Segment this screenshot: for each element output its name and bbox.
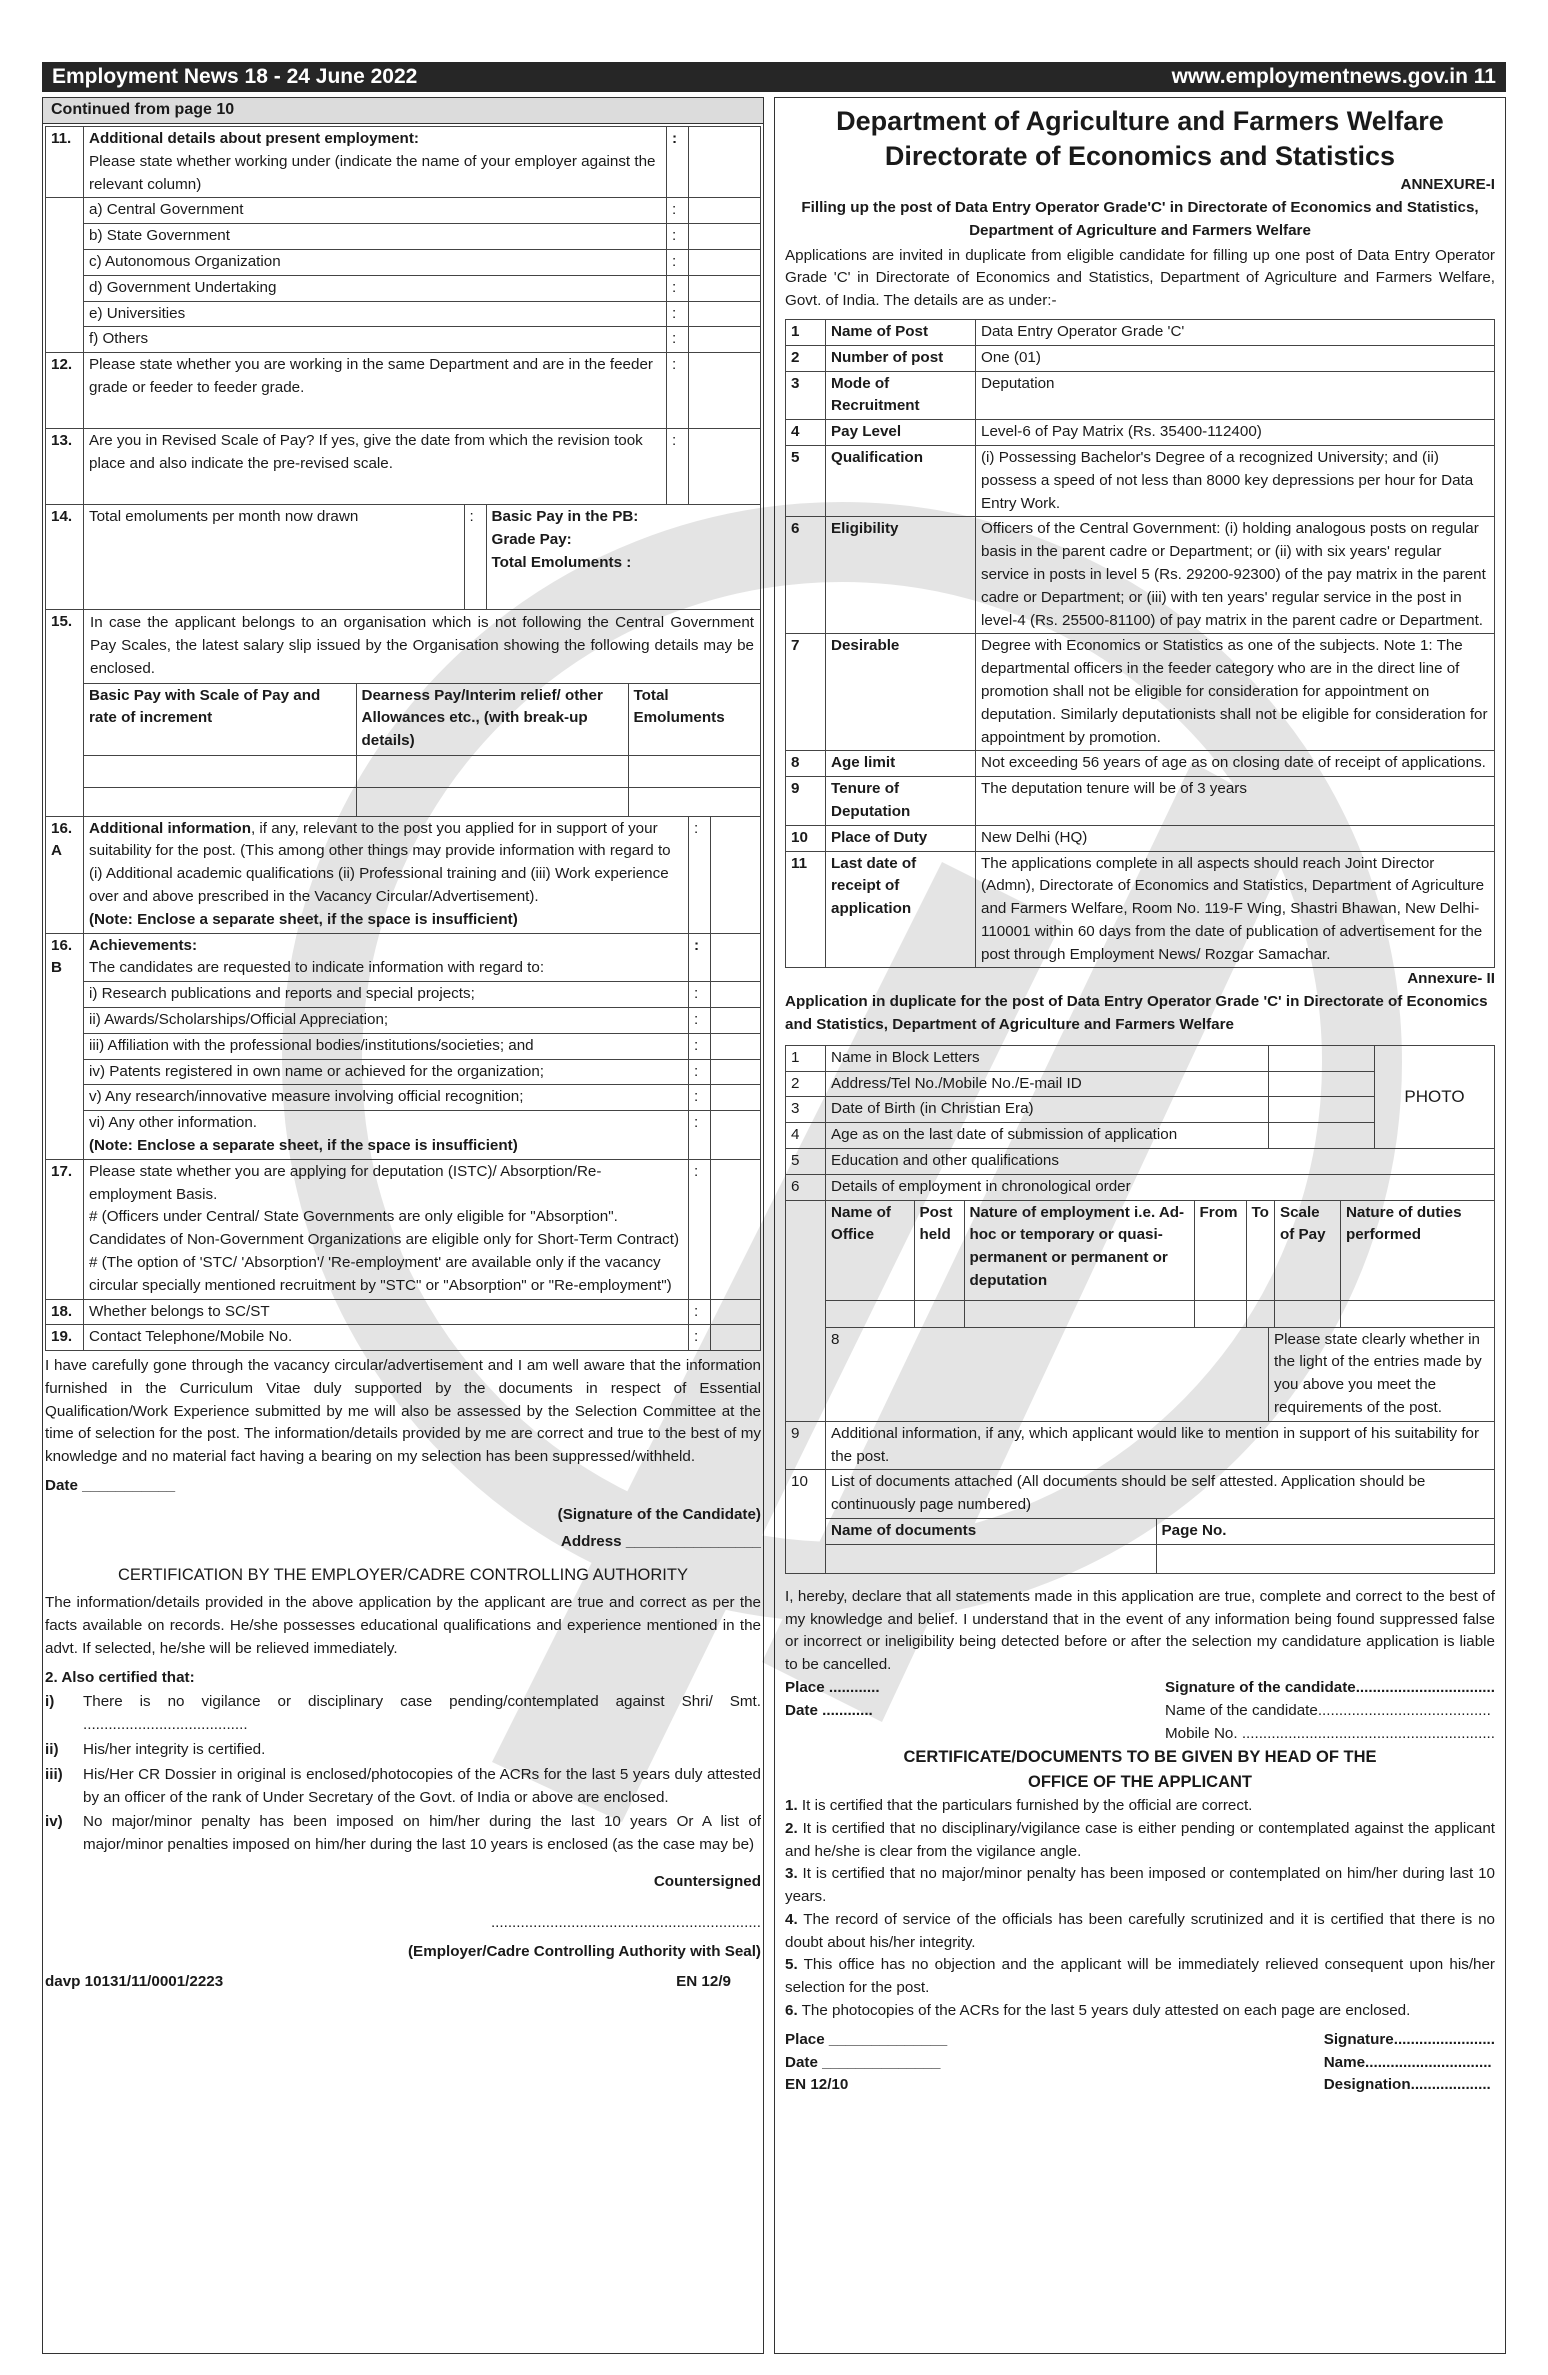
cert-text: His/Her CR Dossier in original is enclosed/photocopies of the ACRs for the last 5 years duly attested by an officer of the rank of Under Secretary of the Govt. of India or above are enclosed. bbox=[83, 1765, 761, 1806]
post-row-key: Name of Post bbox=[826, 319, 976, 345]
q16b-answer[interactable] bbox=[711, 933, 761, 982]
employment-table bbox=[826, 1201, 1494, 1327]
head-cert-item bbox=[785, 1954, 1495, 2000]
emp-head: Nature of duties performed bbox=[1340, 1201, 1494, 1301]
q15-num: 15. bbox=[46, 610, 84, 816]
post-row-value: New Delhi (HQ) bbox=[976, 825, 1495, 851]
app-row-10: List of documents attached (All documents should be self attested. Application should be continuously page numbered) bbox=[826, 1470, 1495, 1519]
app-row-answer[interactable] bbox=[1269, 1123, 1375, 1149]
candidate-date[interactable]: Date ___________ bbox=[45, 1477, 176, 1495]
head-cert-item bbox=[785, 2000, 1495, 2023]
app-row-label: Details of employment in chronological order bbox=[826, 1174, 1495, 1200]
doc-cell[interactable] bbox=[1156, 1545, 1494, 1573]
q11-title: Additional details about present employment: bbox=[89, 130, 419, 147]
q16b-item-answer[interactable] bbox=[711, 1033, 761, 1059]
q14-text: Total emoluments per month now drawn bbox=[89, 508, 359, 526]
app-row-label: Name in Block Letters bbox=[826, 1045, 1269, 1071]
post-row-value: Deputation bbox=[976, 371, 1495, 420]
cert-num: i) bbox=[45, 1693, 55, 1711]
cert-text: This office has no objection and the applicant will be immediately relieved consequent upon his/her selection for the post. bbox=[785, 1956, 1495, 1997]
candidate-address[interactable]: Address ________________ bbox=[560, 1532, 761, 1550]
footer-place[interactable]: Place ______________ bbox=[785, 2030, 948, 2048]
app-row-answer[interactable] bbox=[1269, 1071, 1375, 1097]
app-row-label: Address/Tel No./Mobile No./E-mail ID bbox=[826, 1071, 1269, 1097]
q16a-text: , if any, relevant to the post you applied for in support of your suitability for the post. (This among other things may provide information with regard to (i) Additional academic qualifications (ii) Professional training and (iii) Work experience over and above prescribed in the Vacancy Circular/Advertisement). bbox=[89, 819, 671, 905]
post-row bbox=[786, 319, 1495, 345]
post-row-num: 6 bbox=[786, 517, 826, 634]
q11-answer[interactable] bbox=[689, 127, 761, 198]
q16b-item: iii) Affiliation with the professional bodies/institutions/societies; and bbox=[84, 1033, 689, 1059]
cert-text: The photocopies of the ACRs for the last 5 years duly attested on each page are enclosed. bbox=[801, 2002, 1411, 2020]
decl-place[interactable]: Place ............ bbox=[785, 1679, 880, 1697]
cert-text: It is certified that no disciplinary/vigilance case is either pending or contemplated against the applicant and he/she is clear from the vigilance angle. bbox=[785, 1819, 1495, 1860]
notice-intro: Applications are invited in duplicate from eligible candidate for filling up one post of Data Entry Operator Grade 'C' in Directorate of Economics and Statistics, Department of Agriculture and Farmers Welfare, Govt. of India. The details are as under:- bbox=[785, 246, 1495, 310]
q19-text: Contact Telephone/Mobile No. bbox=[84, 1325, 689, 1351]
cert-text: It is certified that no major/minor penalty has been imposed or contemplated on him/her during last 10 years. bbox=[785, 1865, 1495, 1906]
photo-label: PHOTO bbox=[1404, 1087, 1465, 1107]
q11-text: Please state whether working under (indicate the name of your employer against the relevant column) bbox=[89, 152, 656, 193]
cert-num: iv) bbox=[45, 1813, 63, 1831]
post-row-num: 11 bbox=[786, 851, 826, 968]
q16a-lead: Additional information bbox=[89, 819, 251, 837]
q16b-item: iv) Patents registered in own name or achieved for the organization; bbox=[84, 1059, 689, 1085]
cert-text: His/her integrity is certified. bbox=[83, 1741, 266, 1758]
emp-head: Nature of employment i.e. Ad-hoc or temporary or quasi-permanent or permanent or deputation bbox=[964, 1201, 1194, 1301]
app-row-label: Date of Birth (in Christian Era) bbox=[826, 1097, 1269, 1123]
employer-cert-item bbox=[45, 1691, 761, 1737]
post-details-table bbox=[785, 319, 1495, 969]
q11-option-answer[interactable] bbox=[689, 275, 761, 301]
q15-cell[interactable] bbox=[356, 756, 628, 788]
newspaper-page bbox=[42, 62, 1506, 2354]
q15-salary-table bbox=[84, 684, 760, 816]
cert-num: iii) bbox=[45, 1765, 63, 1783]
employer-cert-list bbox=[45, 1691, 761, 1857]
cert-text: It is certified that the particulars furnished by the official are correct. bbox=[801, 1796, 1253, 1814]
emp-head: To bbox=[1246, 1201, 1274, 1301]
post-row bbox=[786, 371, 1495, 420]
candidate-declaration: I have carefully gone through the vacancy circular/advertisement and I am well aware that the information furnished in the Curriculum Vitae duly supported by the documents in respect of Essential Qualification/Work Experience submitted by me will also be assessed by the Selection Committee at the time of selection for the post. The information/details provided by me are correct and true to the best of my knowledge and no material fact having a bearing on my selection has been suppressed/withheld. bbox=[45, 1357, 761, 1466]
department-title: Department of Agriculture and Farmers Welfare bbox=[836, 106, 1444, 136]
app-row-8: Please state clearly whether in the light of the entries made by you above you meet the requirements of the post. bbox=[1269, 1327, 1495, 1421]
head-cert-title-2: OFFICE OF THE APPLICANT bbox=[1028, 1773, 1252, 1792]
countersign-line[interactable]: ................................................................ bbox=[490, 1913, 761, 1931]
cert-num: ii) bbox=[45, 1741, 59, 1758]
emp-head: Name of Office bbox=[826, 1201, 914, 1301]
q16b-num: 16. B bbox=[46, 933, 84, 1159]
footer-name[interactable]: Name.............................. bbox=[1323, 2053, 1492, 2071]
post-row-num: 9 bbox=[786, 777, 826, 826]
q15-cell[interactable] bbox=[356, 788, 628, 816]
q15-cell[interactable] bbox=[628, 756, 760, 788]
q12-answer[interactable] bbox=[689, 353, 761, 429]
q16b-item-answer[interactable] bbox=[711, 1059, 761, 1085]
post-row bbox=[786, 445, 1495, 516]
post-row-value: Degree with Economics or Statistics as one of the subjects. Note 1: The departmental officers in the feeder category who are in the direct line of promotion shall not be eligible for consideration for appointment on deputation. Similarly deputationists shall not be eligible for consideration for appointment by promotion. bbox=[976, 634, 1495, 751]
q12-num: 12. bbox=[46, 353, 84, 429]
q15-header-basic: Basic Pay with Scale of Pay and rate of increment bbox=[84, 684, 356, 756]
head-cert-item bbox=[785, 1795, 1495, 1818]
header-website: www.employmentnews.gov.in 11 bbox=[1171, 65, 1496, 88]
q11-option-answer[interactable] bbox=[689, 224, 761, 250]
q16a-num: 16. A bbox=[46, 816, 84, 933]
q11-option-answer[interactable] bbox=[689, 249, 761, 275]
footer-date[interactable]: Date ______________ bbox=[785, 2053, 941, 2071]
emp-cell[interactable] bbox=[826, 1301, 914, 1327]
countersigned-label: Countersigned bbox=[653, 1872, 761, 1890]
employer-cert-title: CERTIFICATION BY THE EMPLOYER/CADRE CONTROLLING AUTHORITY bbox=[118, 1566, 688, 1585]
q13-num: 13. bbox=[46, 429, 84, 505]
en-code-right: EN 12/10 bbox=[785, 2076, 849, 2094]
post-row-value: Data Entry Operator Grade 'C' bbox=[976, 319, 1495, 345]
post-row-key: Place of Duty bbox=[826, 825, 976, 851]
employer-cert-item bbox=[45, 1764, 761, 1810]
employer-seal-label: (Employer/Cadre Controlling Authority with Seal) bbox=[408, 1942, 761, 1960]
directorate-title: Directorate of Economics and Statistics bbox=[884, 141, 1396, 172]
post-row bbox=[786, 517, 1495, 634]
q16b-title: Achievements: bbox=[89, 936, 198, 954]
emp-cell[interactable] bbox=[914, 1301, 964, 1327]
post-row bbox=[786, 825, 1495, 851]
decl-mobile[interactable]: Mobile No. ............................................................ bbox=[1165, 1724, 1495, 1742]
q11-option: e) Universities bbox=[84, 301, 667, 327]
footer-signature[interactable]: Signature........................ bbox=[1323, 2030, 1495, 2048]
cert-num: 5. bbox=[785, 1956, 798, 1974]
app-row-9: Additional information, if any, which applicant would like to mention in support of his suitability for the post. bbox=[826, 1421, 1495, 1470]
q15-cell[interactable] bbox=[628, 788, 760, 816]
photo-box bbox=[1375, 1045, 1495, 1148]
q16b-item: v) Any research/innovative measure involving official recognition; bbox=[84, 1085, 689, 1111]
q13-text: Are you in Revised Scale of Pay? If yes, give the date from which the revision took place and also indicate the pre-revised scale. bbox=[84, 429, 667, 505]
head-cert-item bbox=[785, 1909, 1495, 1955]
post-row-value: Officers of the Central Government: (i) holding analogous posts on regular basis in the parent cadre or Department; or (ii) with six years' regular service in posts in level 5 (Rs. 29200-92300) of the pay matrix in the parent cadre or Department; or (iii) with ten years' regular service in the post in level-4 (Rs. 25500-81100) of pay matrix in the parent cadre or Department. bbox=[976, 517, 1495, 634]
app-row-label: Education and other qualifications bbox=[826, 1149, 1495, 1175]
cert-num: 1. bbox=[785, 1796, 798, 1814]
q14-total-emoluments: Total Emoluments : bbox=[491, 553, 632, 571]
post-row-key: Number of post bbox=[826, 345, 976, 371]
post-row-num: 7 bbox=[786, 634, 826, 751]
post-row-num: 10 bbox=[786, 825, 826, 851]
emp-cell[interactable] bbox=[1340, 1301, 1494, 1327]
q11-option: b) State Government bbox=[84, 224, 667, 250]
post-row-key: Qualification bbox=[826, 445, 976, 516]
q17-text: Please state whether you are applying for deputation (ISTC)/ Absorption/Re-employment Basis. bbox=[89, 1162, 602, 1203]
emp-head: Scale of Pay bbox=[1274, 1201, 1340, 1301]
post-row-num: 4 bbox=[786, 420, 826, 446]
post-row-value: One (01) bbox=[976, 345, 1495, 371]
documents-table bbox=[826, 1519, 1494, 1544]
q16b-text: The candidates are requested to indicate information with regard to: bbox=[89, 959, 545, 977]
post-row-value: (i) Possessing Bachelor's Degree of a recognized University; and (ii) possess a speed of not less than 8000 key depressions per hour for Data Entry Work. bbox=[976, 445, 1495, 516]
cert-num: 3. bbox=[785, 1865, 798, 1883]
q11-option: a) Central Government bbox=[84, 198, 667, 224]
employer-cert-item bbox=[45, 1811, 761, 1857]
q12-text: Please state whether you are working in the same Department and are in the feeder grade or feeder to feeder grade. bbox=[84, 353, 667, 429]
post-row-key: Mode of Recruitment bbox=[826, 371, 976, 420]
cert-text: There is no vigilance or disciplinary case pending/contemplated against Shri/ Smt. ....................................... bbox=[83, 1693, 761, 1734]
doc-head-page: Page No. bbox=[1161, 1522, 1227, 1540]
q18-answer[interactable] bbox=[711, 1299, 761, 1325]
q16b-item-answer[interactable] bbox=[711, 1085, 761, 1111]
application-form-table-2: 16. A Additional information, if any, relevant to the post you applied for in support of your suitability for the post. (This among other things may provide information with regard to (i) Additional academic qualifications (ii) Professional training and (iii) Work experience over and above prescribed in the Vacancy Circular/Advertisement). (Note: Enclose a separate sheet, if the space is insufficient) : 16. B Achievements: The candidates are requested to indicate information with regard to: : i) Research publications and reports and special projects; : ii) Awards/Scholarships/Official Appreciation; : iii) Affiliation with the professional bodies/institutions/societies; and : iv) Patents registered in own name or achieved for the organization; : v) Any research/innovative measure involving official recognition; : vi) Any other information. (Note: Enclose a separate sheet, if the space is insufficient) : 17. Please state whether you are applying for deputation (ISTC)/ Absorption/Re-employment Basis. # (Officers under Central/ State Governments are only eligible for "Absorption". Candidates of Non-Government Organizations are eligible only for Short-Term Contract) # (The option of 'STC/ 'Absorption'/ 'Re-employment' are available only if the vacancy circular specially mentioned recruitment by "STC" or "Absorption" or "Re-employment") : 18. Whether belongs to SC/ST : 19. Contact Telephone/Mobile No. : bbox=[45, 816, 761, 1352]
post-row-num: 8 bbox=[786, 751, 826, 777]
post-row-value: The deputation tenure will be of 3 years bbox=[976, 777, 1495, 826]
q15-header-total: Total Emoluments bbox=[628, 684, 760, 756]
decl-signature[interactable]: Signature of the candidate................................. bbox=[1165, 1679, 1495, 1697]
app-row-label: Age as on the last date of submission of application bbox=[826, 1123, 1269, 1149]
app-row-answer[interactable] bbox=[1269, 1045, 1375, 1071]
notice-subtitle: Filling up the post of Data Entry Operator Grade'C' in Directorate of Economics and Statistics, Department of Agriculture and Farmers Welfare bbox=[801, 198, 1479, 239]
annexure-2-label: Annexure- II bbox=[1407, 970, 1495, 988]
post-row bbox=[786, 634, 1495, 751]
davp-code: davp 10131/11/0001/2223 bbox=[45, 1973, 224, 1991]
post-row-value: Level-6 of Pay Matrix (Rs. 35400-112400) bbox=[976, 420, 1495, 446]
application-form-table: 11. Additional details about present employment: Please state whether working under (indicate the name of your employer against the relevant column) : a) Central Government : b) State Government : c) Autonomous Organization : d) Government Undertaking : e) Universities : f) Others : 12. Please state whether you are working in the same Department and are in the feeder grade or feeder to feeder grade. : 13. Are you in Revised Scale of Pay? If yes, give the date from which the revision took place and also indicate the pre-revised scale. : 14. Total emoluments per month now drawn : Basic Pay in the PB: Grade Pay: Total Emoluments : 15. In case the applicant belongs to an organisation which is not following the Central Government Pay Scales, the latest salary slip issued by the Organisation showing the following details may be enclosed. Basic Pay with Scale of Pay and rate of increment Dearness Pay/Interim relief/ other Allowances etc., (with break-up details) Total Emoluments bbox=[45, 126, 761, 817]
q17-num: 17. bbox=[46, 1159, 84, 1299]
page-header bbox=[42, 62, 1506, 92]
q16b-item-answer[interactable] bbox=[711, 1007, 761, 1033]
q19-num: 19. bbox=[46, 1325, 84, 1351]
decl-name[interactable]: Name of the candidate......................................... bbox=[1165, 1701, 1491, 1719]
continued-banner: Continued from page 10 bbox=[43, 98, 763, 124]
head-cert-title-1: CERTIFICATE/DOCUMENTS TO BE GIVEN BY HEAD OF THE bbox=[903, 1748, 1377, 1767]
head-cert-item bbox=[785, 1818, 1495, 1864]
q16b-item: i) Research publications and reports and special projects; bbox=[84, 982, 689, 1008]
applicant-declaration: I, hereby, declare that all statements made in this application are true, complete and correct to the best of my knowledge and belief. I understand that in the event of any information being found suppressed false or incorrect or ineligibility being detected before or after the selection my candidature application is liable to be cancelled. bbox=[785, 1587, 1495, 1674]
q11-option: f) Others bbox=[84, 327, 667, 353]
post-row-num: 3 bbox=[786, 371, 826, 420]
q11-option: c) Autonomous Organization bbox=[84, 249, 667, 275]
q17-note-1: # (Officers under Central/ State Governments are only eligible for "Absorption". Candidates of Non-Government Organizations are eligible only for Short-Term Contract) bbox=[89, 1208, 680, 1249]
post-row-key: Tenure of Deputation bbox=[826, 777, 976, 826]
annexure-1-label: ANNEXURE-I bbox=[1400, 176, 1495, 194]
q11-option-answer[interactable] bbox=[689, 327, 761, 353]
q14-num: 14. bbox=[46, 505, 84, 610]
q18-num: 18. bbox=[46, 1299, 84, 1325]
q15-text: In case the applicant belongs to an organisation which is not following the Central Government Pay Scales, the latest salary slip issued by the Organisation showing the following details may be enclosed. bbox=[84, 610, 761, 683]
cert-num: 2. bbox=[785, 1819, 798, 1837]
cert-num: 6. bbox=[785, 2002, 798, 2020]
q16b-item-answer[interactable] bbox=[711, 982, 761, 1008]
employer-cert-text: The information/details provided in the above application by the applicant are true and correct as per the facts available on records. He/she possesses educational qualifications and experience mentioned in the advt. If selected, he/she will be relieved immediately. bbox=[45, 1594, 761, 1657]
q14-grade-pay: Grade Pay: bbox=[491, 530, 572, 548]
left-column bbox=[42, 97, 764, 2354]
q16b-note: (Note: Enclose a separate sheet, if the space is insufficient) bbox=[89, 1136, 518, 1154]
emp-cell[interactable] bbox=[1194, 1301, 1246, 1327]
post-row-num: 2 bbox=[786, 345, 826, 371]
post-row-key: Age limit bbox=[826, 751, 976, 777]
q15-cell[interactable] bbox=[84, 788, 356, 816]
right-column bbox=[774, 97, 1506, 2354]
application-table: 1 Name in Block Letters PHOTO 2 Address/Tel No./Mobile No./E-mail ID 3 Date of Birth (in Christian Era) 4 Age as on the last date of submission of application 5 Education and other qualifications 6 Details of employment in chronological order Name of Office Post held Nature of employment i.e. Ad-hoc or temporary or quasi-permanent or permanent or deputation From To Scale of Pay Nature of duties performed 8 Please state clearly whether in the light of the entries made by you above you meet the requirements of the post. 9 Additional information, if any, which applicant would like to mention in support of his suitability for the post. 10 List of documents attached (All documents should be self attested. Application should be continuously page numbered) Name of documents Page No. bbox=[785, 1045, 1495, 1574]
candidate-signature: (Signature of the Candidate) bbox=[557, 1505, 761, 1523]
head-cert-item bbox=[785, 1863, 1495, 1909]
cert-text: No major/minor penalty has been imposed on him/her during the last 10 years Or A list of major/minor penalties imposed on him/her during the last 10 years is enclosed (as the case may be) bbox=[83, 1813, 761, 1854]
application-title: Application in duplicate for the post of Data Entry Operator Grade 'C' in Directorate of Economics and Statistics, Department of Agriculture and Farmers Welfare bbox=[785, 993, 1488, 1034]
q16b-item-answer[interactable] bbox=[711, 1111, 761, 1160]
post-row-num: 5 bbox=[786, 445, 826, 516]
post-row-value: The applications complete in all aspects should reach Joint Director (Admn), Directorate of Economics and Statistics, Department of Agriculture and Farmers Welfare, Room No. 119-F Wing, Shastri Bhawan, New Delhi-110001 within 60 days from the date of publication of advertisement for the post through Employment News/ Rozgar Samachar. bbox=[976, 851, 1495, 968]
post-row bbox=[786, 420, 1495, 446]
post-row-key: Eligibility bbox=[826, 517, 976, 634]
doc-head-name: Name of documents bbox=[826, 1519, 1156, 1544]
en-code-left: EN 12/9 bbox=[676, 1973, 731, 1991]
post-row bbox=[786, 345, 1495, 371]
q13-answer[interactable] bbox=[689, 429, 761, 505]
header-title: Employment News 18 - 24 June 2022 bbox=[52, 65, 418, 88]
q16b-item: vi) Any other information. bbox=[89, 1114, 257, 1132]
q16a-note: (Note: Enclose a separate sheet, if the space is insufficient) bbox=[89, 910, 518, 928]
post-row-key: Desirable bbox=[826, 634, 976, 751]
q11-num: 11. bbox=[46, 127, 84, 198]
footer-designation[interactable]: Designation................... bbox=[1323, 2076, 1491, 2094]
employer-cert-item bbox=[45, 1739, 761, 1762]
q15-header-dearness: Dearness Pay/Interim relief/ other Allowances etc., (with break-up details) bbox=[356, 684, 628, 756]
head-cert-list bbox=[785, 1795, 1495, 2023]
emp-cell[interactable] bbox=[964, 1301, 1194, 1327]
doc-cell[interactable] bbox=[826, 1545, 1156, 1573]
post-row bbox=[786, 751, 1495, 777]
q14-basic-pay: Basic Pay in the PB: bbox=[491, 508, 639, 526]
q11-option-answer[interactable] bbox=[689, 198, 761, 224]
q17-answer[interactable] bbox=[711, 1159, 761, 1299]
q11-option: d) Government Undertaking bbox=[84, 275, 667, 301]
app-row-answer[interactable] bbox=[1269, 1097, 1375, 1123]
emp-head: Post held bbox=[914, 1201, 964, 1301]
cert-text: The record of service of the officials has been carefully scrutinized and it is certified that there is no doubt about his/her integrity. bbox=[785, 1910, 1495, 1951]
emp-cell[interactable] bbox=[1246, 1301, 1274, 1327]
post-row-value: Not exceeding 56 years of age as on closing date of receipt of applications. bbox=[976, 751, 1495, 777]
post-row-key: Last date of receipt of application bbox=[826, 851, 976, 968]
cert-num: 4. bbox=[785, 1910, 798, 1928]
q16a-answer[interactable] bbox=[711, 816, 761, 933]
q19-answer[interactable] bbox=[711, 1325, 761, 1351]
post-row bbox=[786, 851, 1495, 968]
q11-option-answer[interactable] bbox=[689, 301, 761, 327]
decl-date[interactable]: Date ............ bbox=[785, 1701, 873, 1719]
q17-note-2: # (The option of 'STC/ 'Absorption'/ 'Re-employment' are available only if the vacancy circular specially mentioned recruitment by "STC" or "Absorption" or "Re-employment") bbox=[89, 1253, 672, 1294]
post-row bbox=[786, 777, 1495, 826]
emp-cell[interactable] bbox=[1274, 1301, 1340, 1327]
q18-text: Whether belongs to SC/ST bbox=[84, 1299, 689, 1325]
post-row-key: Pay Level bbox=[826, 420, 976, 446]
emp-head: From bbox=[1194, 1201, 1246, 1301]
post-row-num: 1 bbox=[786, 319, 826, 345]
also-certified-title: 2. Also certified that: bbox=[45, 1668, 195, 1686]
q16b-item: ii) Awards/Scholarships/Official Appreciation; bbox=[84, 1007, 689, 1033]
q15-cell[interactable] bbox=[84, 756, 356, 788]
